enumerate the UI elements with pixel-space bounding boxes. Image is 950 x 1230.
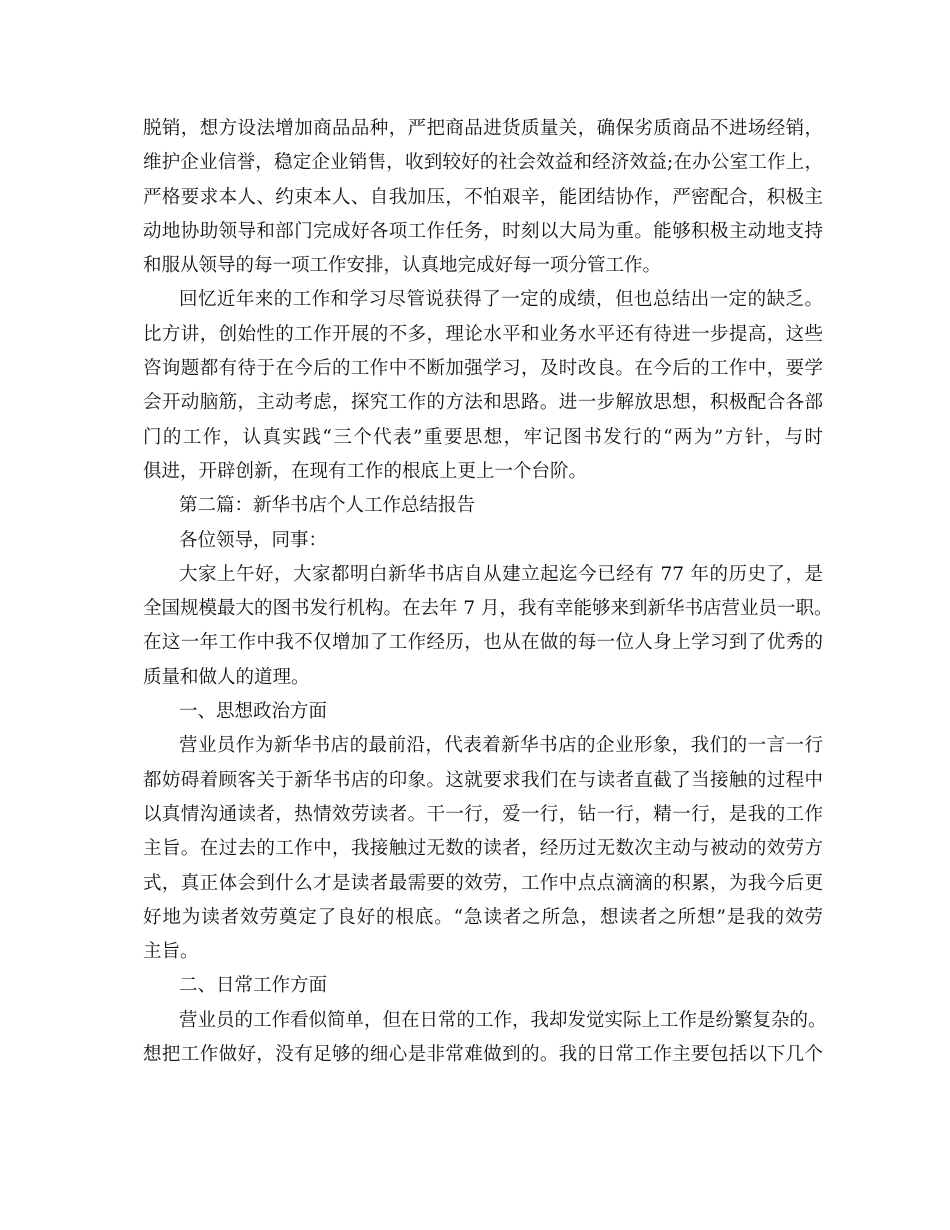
text-line: 主旨。在过去的工作中，我接触过无数的读者，经历过无数次主动与被动的效劳方 bbox=[143, 838, 823, 860]
text-line: 俱进，开辟创新，在现有工作的根底上更上一个台阶。 bbox=[143, 460, 588, 482]
section-title: 第二篇：新华书店个人工作总结报告 bbox=[179, 495, 476, 517]
text-line: 全国规模最大的图书发行机构。在去年 7 月，我有幸能够来到新华书店营业员一职。 bbox=[143, 598, 833, 620]
text-line: 门的工作，认真实践“三个代表”重要思想，牢记图书发行的“两为”方针，与时 bbox=[143, 426, 823, 448]
text-line: 动地协助领导和部门完成好各项工作任务，时刻以大局为重。能够积极主动地支持 bbox=[143, 220, 823, 242]
text-line: 以真情沟通读者，热情效劳读者。干一行，爱一行，钻一行，精一行，是我的工作 bbox=[143, 803, 823, 825]
section-heading-daily-work: 二、日常工作方面 bbox=[179, 975, 328, 997]
text-line: 都妨碍着顾客关于新华书店的印象。这就要求我们在与读者直截了当接触的过程中 bbox=[143, 769, 823, 791]
paragraph-start-line: 大家上午好，大家都明白新华书店自从建立起迄今已经有 77 年的历史了，是 bbox=[179, 563, 823, 585]
salutation: 各位领导，同事： bbox=[179, 529, 328, 551]
text-line: 比方讲，创始性的工作开展的不多，理论水平和业务水平还有待进一步提高，这些 bbox=[143, 323, 823, 345]
text-line: 和服从领导的每一项工作安排，认真地完成好每一项分管工作。 bbox=[143, 255, 662, 277]
text-line: 好地为读者效劳奠定了良好的根底。“急读者之所急，想读者之所想”是我的效劳 bbox=[143, 906, 823, 928]
text-line: 维护企业信誉，稳定企业销售，收到较好的社会效益和经济效益;在办公室工作上， bbox=[143, 152, 823, 174]
text-line: 脱销，想方设法增加商品品种，严把商品进货质量关，确保劣质商品不进场经销， bbox=[143, 118, 823, 139]
text-line: 在这一年工作中我不仅增加了工作经历，也从在做的每一位人身上学习到了优秀的 bbox=[143, 632, 823, 654]
paragraph-start-line: 营业员的工作看似简单，但在日常的工作，我却发觉实际上工作是纷繁复杂的。 bbox=[179, 1009, 827, 1031]
text-line: 想把工作做好，没有足够的细心是非常难做到的。我的日常工作主要包括以下几个 bbox=[143, 1044, 823, 1066]
text-line: 式，真正体会到什么才是读者最需要的效劳，工作中点点滴滴的积累，为我今后更 bbox=[143, 872, 823, 894]
paragraph-start-line: 回忆近年来的工作和学习尽管说获得了一定的成绩，但也总结出一定的缺乏。 bbox=[179, 289, 823, 311]
text-line: 质量和做人的道理。 bbox=[143, 666, 310, 688]
text-line: 主旨。 bbox=[143, 941, 199, 963]
section-heading-politics: 一、思想政治方面 bbox=[179, 701, 328, 723]
text-line: 咨询题都有待于在今后的工作中不断加强学习，及时改良。在今后的工作中，要学 bbox=[143, 358, 823, 380]
document-body bbox=[143, 112, 833, 1072]
paragraph-start-line: 营业员作为新华书店的最前沿，代表着新华书店的企业形象，我们的一言一行 bbox=[179, 735, 823, 757]
text-line: 严格要求本人、约束本人、自我加压，不怕艰辛，能团结协作，严密配合，积极主 bbox=[143, 186, 823, 208]
text-line: 会开动脑筋，主动考虑，探究工作的方法和思路。进一步解放思想，积极配合各部 bbox=[143, 392, 823, 414]
